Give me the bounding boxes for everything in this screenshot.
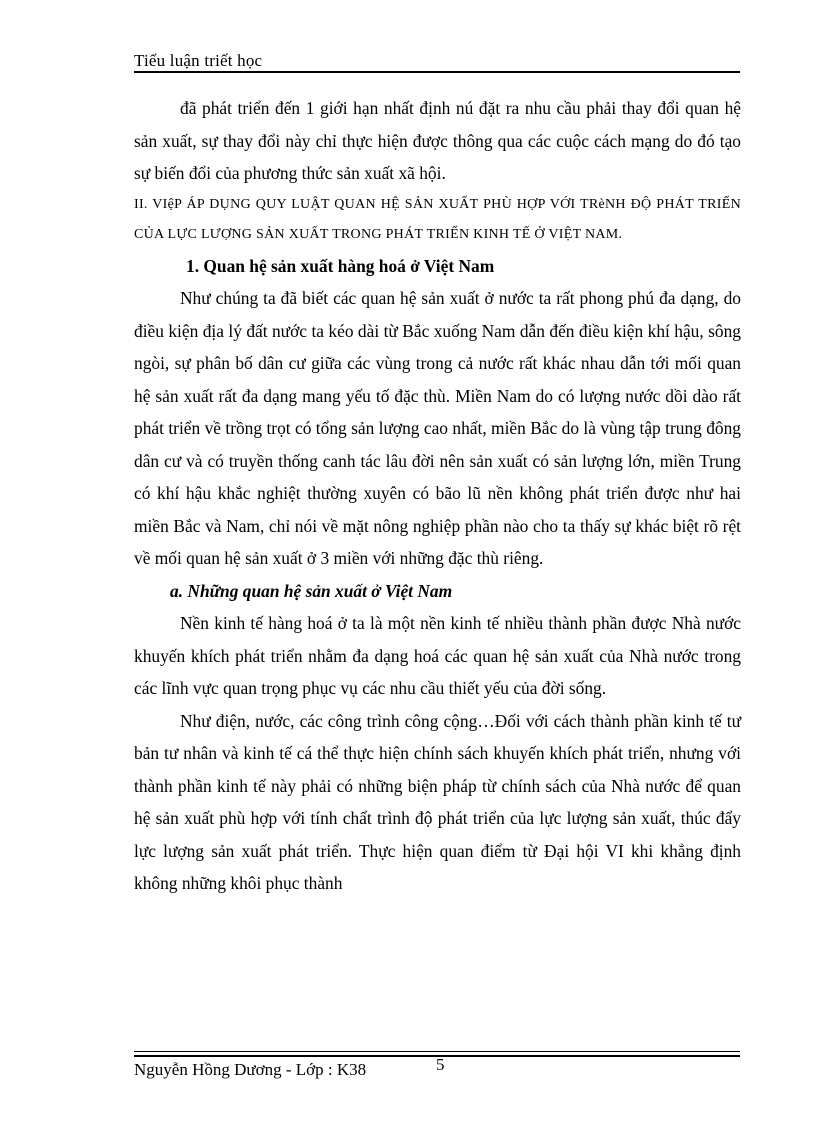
paragraph: Như điện, nước, các công trình công cộng…Đối với cách thành phần kinh tế tư bản tư nhân và kinh tế cá thể thực hiện chính sách khuyến khích phát triển, nhưng với thành phần kinh tế này phải có những biện pháp từ chính sách của Nhà nước để quan hệ sản xuất phù hợp với tính chất trình độ phát triển của lực lượng sản xuất, thúc đẩy lực lượng sản xuất phát triển. Thực hiện quan điểm từ Đại hội VI khi khẳng định không những khôi phục thành: [134, 710, 741, 893]
page-number: 5: [436, 1055, 445, 1074]
paragraph: Như chúng ta đã biết các quan hệ sản xuất ở nước ta rất phong phú đa dạng, do điều kiện địa lý đất nước ta kéo dài từ Bắc xuống Nam dẫn đến điều kiện khí hậu, sông ngòi, sự phân bố dân cư giữa các vùng trong cả nước rất khác nhau dẫn tới mối quan hệ sản xuất rất đa dạng mang yếu tố đặc thù. Miền Nam do có lượng nước dồi dào rất phát triển về trồng trọt có tổng sản lượng cao nhất, miền Bắc do là vùng tập trung đông dân cư và có truyền thống canh tác lâu đời nên sản xuất có sản lượng lớn, miền Trung có khí hậu khắc nghiệt thường xuyên có bão lũ nền không phát triển được như hai miền Bắc và Nam, chỉ nói về mặt nông nghiệp phần nào cho ta thấy sự khác biệt rõ rệt về mối quan hệ sản xuất ở 3 miền với những đặc thù riêng.: [134, 288, 741, 568]
subsection-heading: 1. Quan hệ sản xuất hàng hoá ở Việt Nam: [186, 255, 495, 276]
page-header: [134, 47, 740, 71]
document-body: [134, 92, 741, 900]
subsubsection-heading: a. Những quan hệ sản xuất ở Việt Nam: [170, 580, 453, 601]
footer-author: Nguyễn Hồng Dương - Lớp : K38: [134, 1060, 367, 1079]
section-heading: II. VIệP ÁP DỤNG QUY LUẬT QUAN HỆ SẢN XUẤT PHÙ HỢP VỚI TRèNH ĐỘ PHÁT TRIỂN CỦA LỰC LƯỢNG SẢN XUẤT TRONG PHÁT TRIỂN KINH TẾ Ở VIỆT NAM.: [134, 196, 741, 242]
footer-rule: [134, 1051, 740, 1052]
paragraph-continuation: đã phát triển đến 1 giới hạn nhất định nú đặt ra nhu cầu phải thay đổi quan hệ sản xuất, sự thay đổi này chỉ thực hiện được thông qua các cuộc cách mạng do đó tạo sự biến đổi của phương thức sản xuất xã hội.: [134, 98, 741, 183]
paragraph: Nền kinh tế hàng hoá ở ta là một nền kinh tế nhiều thành phần được Nhà nước khuyến khích phát triển nhằm đa dạng hoá các quan hệ sản xuất của Nhà nước trong các lĩnh vực quan trọng phục vụ các nhu cầu thiết yếu của đời sống.: [134, 613, 741, 698]
header-title: Tiểu luận triết học: [134, 51, 263, 70]
header-rule: [134, 71, 740, 73]
